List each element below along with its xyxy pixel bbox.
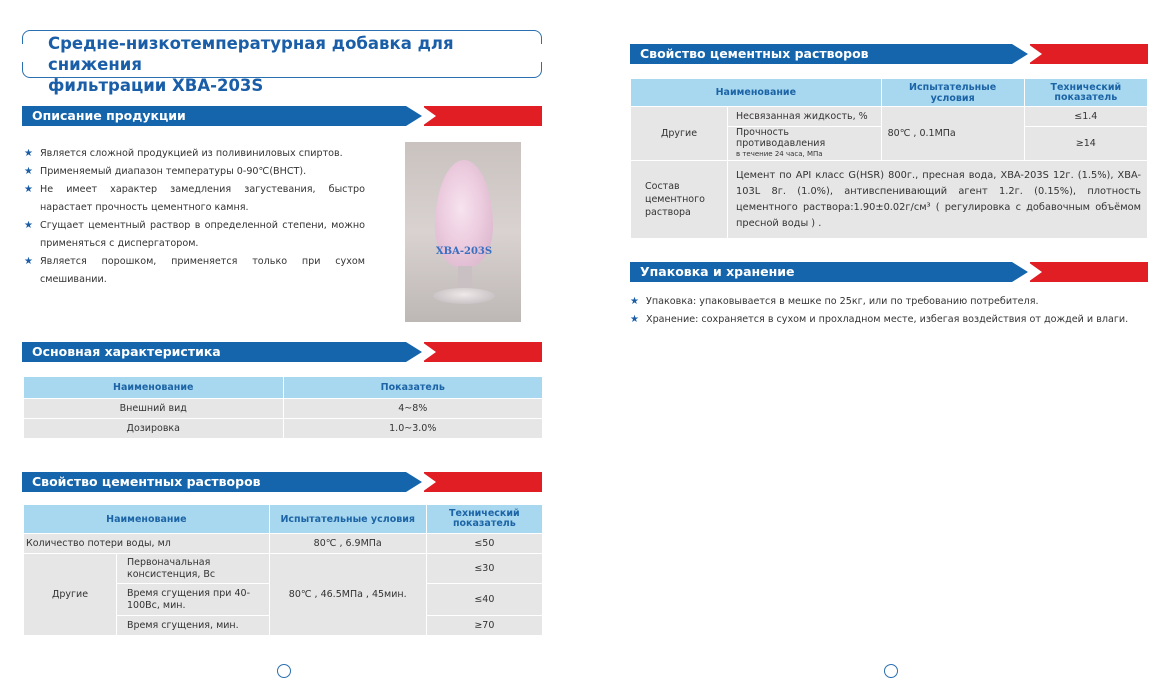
star-icon: ★ <box>24 166 33 177</box>
table-cell: Внешний вид <box>24 399 284 419</box>
list-item: ★ Является сложной продукцией из поливиниловых спиртов. <box>24 145 365 163</box>
table-cell: ≤30 <box>426 554 542 584</box>
section-bar-cement-right <box>630 44 1148 64</box>
section-title: Упаковка и хранение <box>640 264 795 279</box>
section-title: Свойство цементных растворов <box>640 46 869 61</box>
table-header: Наименование <box>631 79 882 107</box>
cement-right-table <box>630 78 1148 239</box>
flask-label: XBA-203S <box>435 246 493 257</box>
page-marker <box>884 664 898 678</box>
table-cell: Первоначальная консистенция, Вс <box>117 554 270 584</box>
star-icon: ★ <box>630 296 639 307</box>
table-header: Технический показатель <box>426 505 542 534</box>
table-cell: 80℃ , 46.5МПа , 45мин. <box>269 554 426 636</box>
table-cell: Время сгущения, мин. <box>117 616 270 636</box>
page-title: Средне-низкотемпературная добавка для снижения фильтрации XBA-203S <box>48 34 454 95</box>
star-icon: ★ <box>630 314 639 325</box>
table-cell: Прочность противодавления в течение 24 часа, МПа <box>728 127 882 161</box>
table-cell: 80℃ , 6.9МПа <box>269 534 426 554</box>
table-cell: ≤1.4 <box>1024 107 1147 127</box>
table-cell: 4~8% <box>283 399 543 419</box>
table-header: Наименование <box>24 377 284 399</box>
list-item: ★ Является порошком, применяется только при сухом смешивании. <box>24 253 365 289</box>
page-marker <box>277 664 291 678</box>
table-cell: Количество потери воды, мл <box>24 534 270 554</box>
star-icon: ★ <box>24 148 33 159</box>
product-photo <box>405 142 521 322</box>
list-item: ★ Не имеет характер замедления загустевания, быстро нарастает прочность цементного камня. <box>24 181 365 217</box>
section-bar-description <box>22 106 542 126</box>
table-header: Испытательные условия <box>269 505 426 534</box>
star-icon: ★ <box>24 184 33 195</box>
table-cell: Несвязанная жидкость, % <box>728 107 882 127</box>
section-bar-packaging <box>630 262 1148 282</box>
section-bar-cement-left <box>22 472 542 492</box>
table-cell: Время сгущения при 40-100Вс, мин. <box>117 584 270 616</box>
section-title: Свойство цементных растворов <box>32 474 261 489</box>
table-cell: ≤40 <box>426 584 542 616</box>
table-header: Технический показатель <box>1024 79 1147 107</box>
table-cell: ≥70 <box>426 616 542 636</box>
section-title: Описание продукции <box>32 108 186 123</box>
star-icon: ★ <box>24 256 33 267</box>
star-icon: ★ <box>24 220 33 231</box>
table-header: Испытательные условия <box>881 79 1024 107</box>
section-bar-main-char <box>22 342 542 362</box>
main-char-table <box>23 376 543 439</box>
table-cell: 1.0~3.0% <box>283 419 543 439</box>
table-cell: Другие <box>631 107 728 161</box>
list-item: ★ Сгущает цементный раствор в определенной степени, можно применяться с диспергатором. <box>24 217 365 253</box>
packaging-list <box>630 293 1148 329</box>
list-item: ★ Упаковка: упаковывается в мешке по 25кг, или по требованию потребителя. <box>630 293 1148 311</box>
title-box <box>22 30 542 95</box>
table-cell: ≤50 <box>426 534 542 554</box>
table-cell: ≥14 <box>1024 127 1147 161</box>
description-list <box>24 145 365 289</box>
list-item: ★ Применяемый диапазон температуры 0-90℃(ВНСТ). <box>24 163 365 181</box>
section-title: Основная характеристика <box>32 344 221 359</box>
cement-left-table <box>23 504 543 636</box>
list-item: ★ Хранение: сохраняется в сухом и прохладном месте, избегая воздействия от дождей и влаги. <box>630 311 1148 329</box>
table-cell: Состав цементного раствора <box>631 161 728 239</box>
table-header: Наименование <box>24 505 270 534</box>
table-cell: Дозировка <box>24 419 284 439</box>
table-cell: Другие <box>24 554 117 636</box>
table-cell: 80℃ , 0.1МПа <box>881 107 1024 161</box>
table-header: Показатель <box>283 377 543 399</box>
table-cell: Цемент по API класс G(HSR) 800г., пресная вода, XBA-203S 12г. (1.5%), XBA-103L 8г. (1.0%), антивспенивающий агент 1.2г. (0.15%), плотность цементного раствора:1.90±0.02г/см³ ( регулировка с добавочным объёмом пресной воды ) . <box>728 161 1148 239</box>
